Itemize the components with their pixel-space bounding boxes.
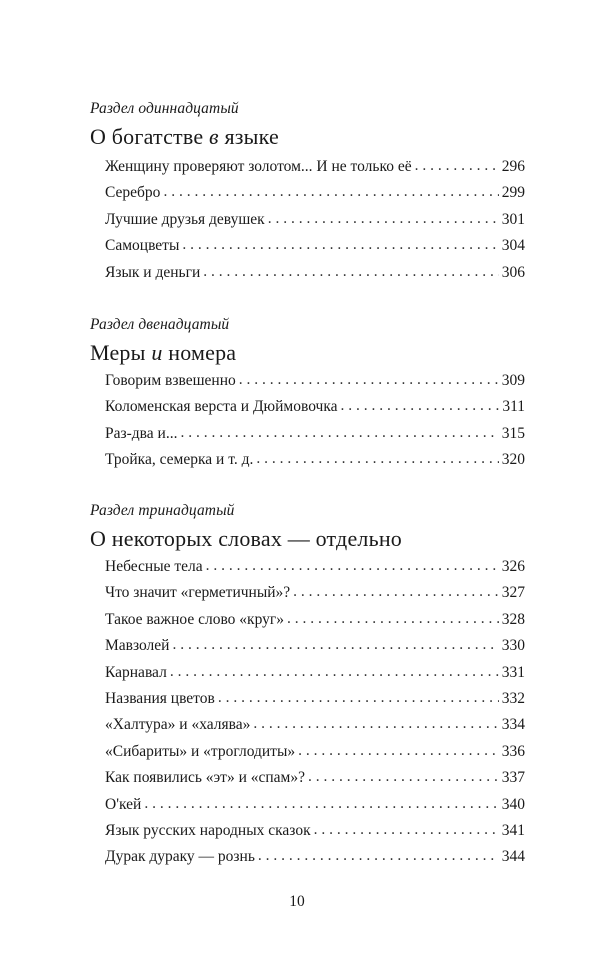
dot-leader (239, 370, 499, 390)
entry-title: Коломенская верста и Дюймовочка (105, 398, 338, 416)
entry-title: Что значит «герметичный»? (105, 584, 291, 602)
toc-entry[interactable] (105, 450, 525, 476)
dot-leader (298, 741, 499, 761)
toc-entry[interactable] (105, 371, 525, 397)
section-title-part: языке (218, 124, 279, 149)
dot-leader (180, 423, 498, 443)
toc-entry[interactable] (105, 742, 525, 768)
entry-title: Говорим взвешенно (105, 372, 236, 389)
entry-title: Раз-два и... (105, 424, 178, 442)
entry-page: 334 (501, 716, 525, 734)
entry-title: Лучшие друзья девушек (105, 210, 265, 228)
toc-entry[interactable] (105, 768, 525, 794)
section-title-italic: и (151, 340, 163, 365)
section-title-italic: в (209, 124, 219, 149)
entry-page: 340 (501, 795, 525, 813)
entry-page: 304 (501, 237, 525, 255)
page-number: 10 (289, 893, 305, 910)
entry-title: Язык русских народных сказок (105, 821, 311, 839)
toc-entries (105, 371, 525, 477)
entry-title: Дурак дураку — рознь (105, 848, 255, 866)
section-label: Раздел тринадцатый (90, 502, 235, 519)
entry-title: Как появились «эт» и «спам»? (105, 769, 305, 787)
entry-page: 320 (501, 451, 525, 469)
entry-title: Серебро (105, 184, 161, 202)
entry-page: 301 (501, 210, 525, 228)
entry-page: 332 (501, 689, 525, 707)
entry-title: Такое важное слово «круг» (105, 610, 284, 628)
entry-page: 309 (501, 372, 525, 389)
dot-leader (144, 794, 498, 814)
toc-entry[interactable] (105, 183, 525, 209)
toc-entries (105, 157, 525, 289)
entry-page: 299 (501, 184, 525, 202)
dot-leader (308, 767, 499, 787)
entry-title: Женщину проверяют золотом... И не только её (105, 158, 412, 175)
dot-leader (182, 235, 498, 255)
toc-entry[interactable] (105, 583, 525, 609)
toc-entry[interactable] (105, 847, 525, 873)
toc-entry[interactable] (105, 715, 525, 741)
dot-leader (172, 635, 498, 655)
entry-page: 336 (501, 742, 525, 760)
toc-entry[interactable] (105, 236, 525, 262)
entry-page: 344 (501, 848, 525, 866)
section-title (90, 526, 530, 552)
section-heading (90, 316, 530, 366)
dot-leader (203, 262, 499, 282)
toc-entry[interactable] (105, 795, 525, 821)
entry-page: 327 (501, 584, 525, 602)
dot-leader (268, 209, 499, 229)
entry-title: Небесные тела (105, 558, 203, 575)
toc-entry[interactable] (105, 397, 525, 423)
toc-entry[interactable] (105, 821, 525, 847)
dot-leader (256, 449, 498, 469)
entry-page: 326 (501, 558, 525, 575)
dot-leader (253, 714, 498, 734)
entry-page: 315 (501, 424, 525, 442)
section-title-part: номера (162, 340, 237, 365)
entry-page: 337 (501, 769, 525, 787)
section-label: Раздел одиннадцатый (90, 100, 239, 117)
toc-entry[interactable] (105, 689, 525, 715)
entry-title: Названия цветов (105, 689, 215, 707)
entry-title: О'кей (105, 795, 142, 813)
entry-title: «Сибариты» и «троглодиты» (105, 742, 296, 760)
toc-entry[interactable] (105, 557, 525, 583)
dot-leader (314, 820, 499, 840)
section-title-part: Меры (90, 340, 152, 365)
entry-title: Самоцветы (105, 237, 180, 255)
entry-title: «Халтура» и «халява» (105, 716, 251, 734)
dot-leader (287, 609, 499, 629)
section-heading (90, 502, 530, 552)
section-title (90, 340, 530, 366)
entry-page: 341 (501, 821, 525, 839)
entry-page: 311 (502, 398, 525, 416)
toc-entries (105, 557, 525, 874)
section-label: Раздел двенадцатый (90, 316, 230, 333)
section-title-part: О некоторых словах — отдельно (90, 526, 402, 551)
entry-page: 306 (501, 263, 525, 281)
section-title-part: О богатстве (90, 124, 209, 149)
dot-leader (163, 182, 498, 202)
dot-leader (341, 396, 500, 416)
dot-leader (206, 556, 499, 576)
entry-title: Тройка, семерка и т. д. (105, 451, 254, 469)
dot-leader (293, 582, 499, 602)
entry-page: 330 (501, 637, 525, 655)
dot-leader (218, 688, 499, 708)
entry-title: Язык и деньги (105, 263, 201, 281)
entry-page: 331 (501, 663, 525, 681)
dot-leader (170, 662, 499, 682)
entry-title: Карнавал (105, 663, 167, 681)
toc-entry[interactable] (105, 157, 525, 183)
toc-entry[interactable] (105, 210, 525, 236)
toc-entry[interactable] (105, 663, 525, 689)
toc-entry[interactable] (105, 610, 525, 636)
toc-entry[interactable] (105, 263, 525, 289)
entry-page: 328 (501, 610, 525, 628)
section-title (90, 124, 530, 150)
toc-entry[interactable] (105, 424, 525, 450)
toc-entry[interactable] (105, 636, 525, 662)
entry-page: 296 (501, 158, 525, 175)
section-heading (90, 100, 530, 150)
entry-title: Мавзолей (105, 637, 170, 655)
dot-leader (258, 846, 499, 866)
dot-leader (415, 156, 499, 176)
